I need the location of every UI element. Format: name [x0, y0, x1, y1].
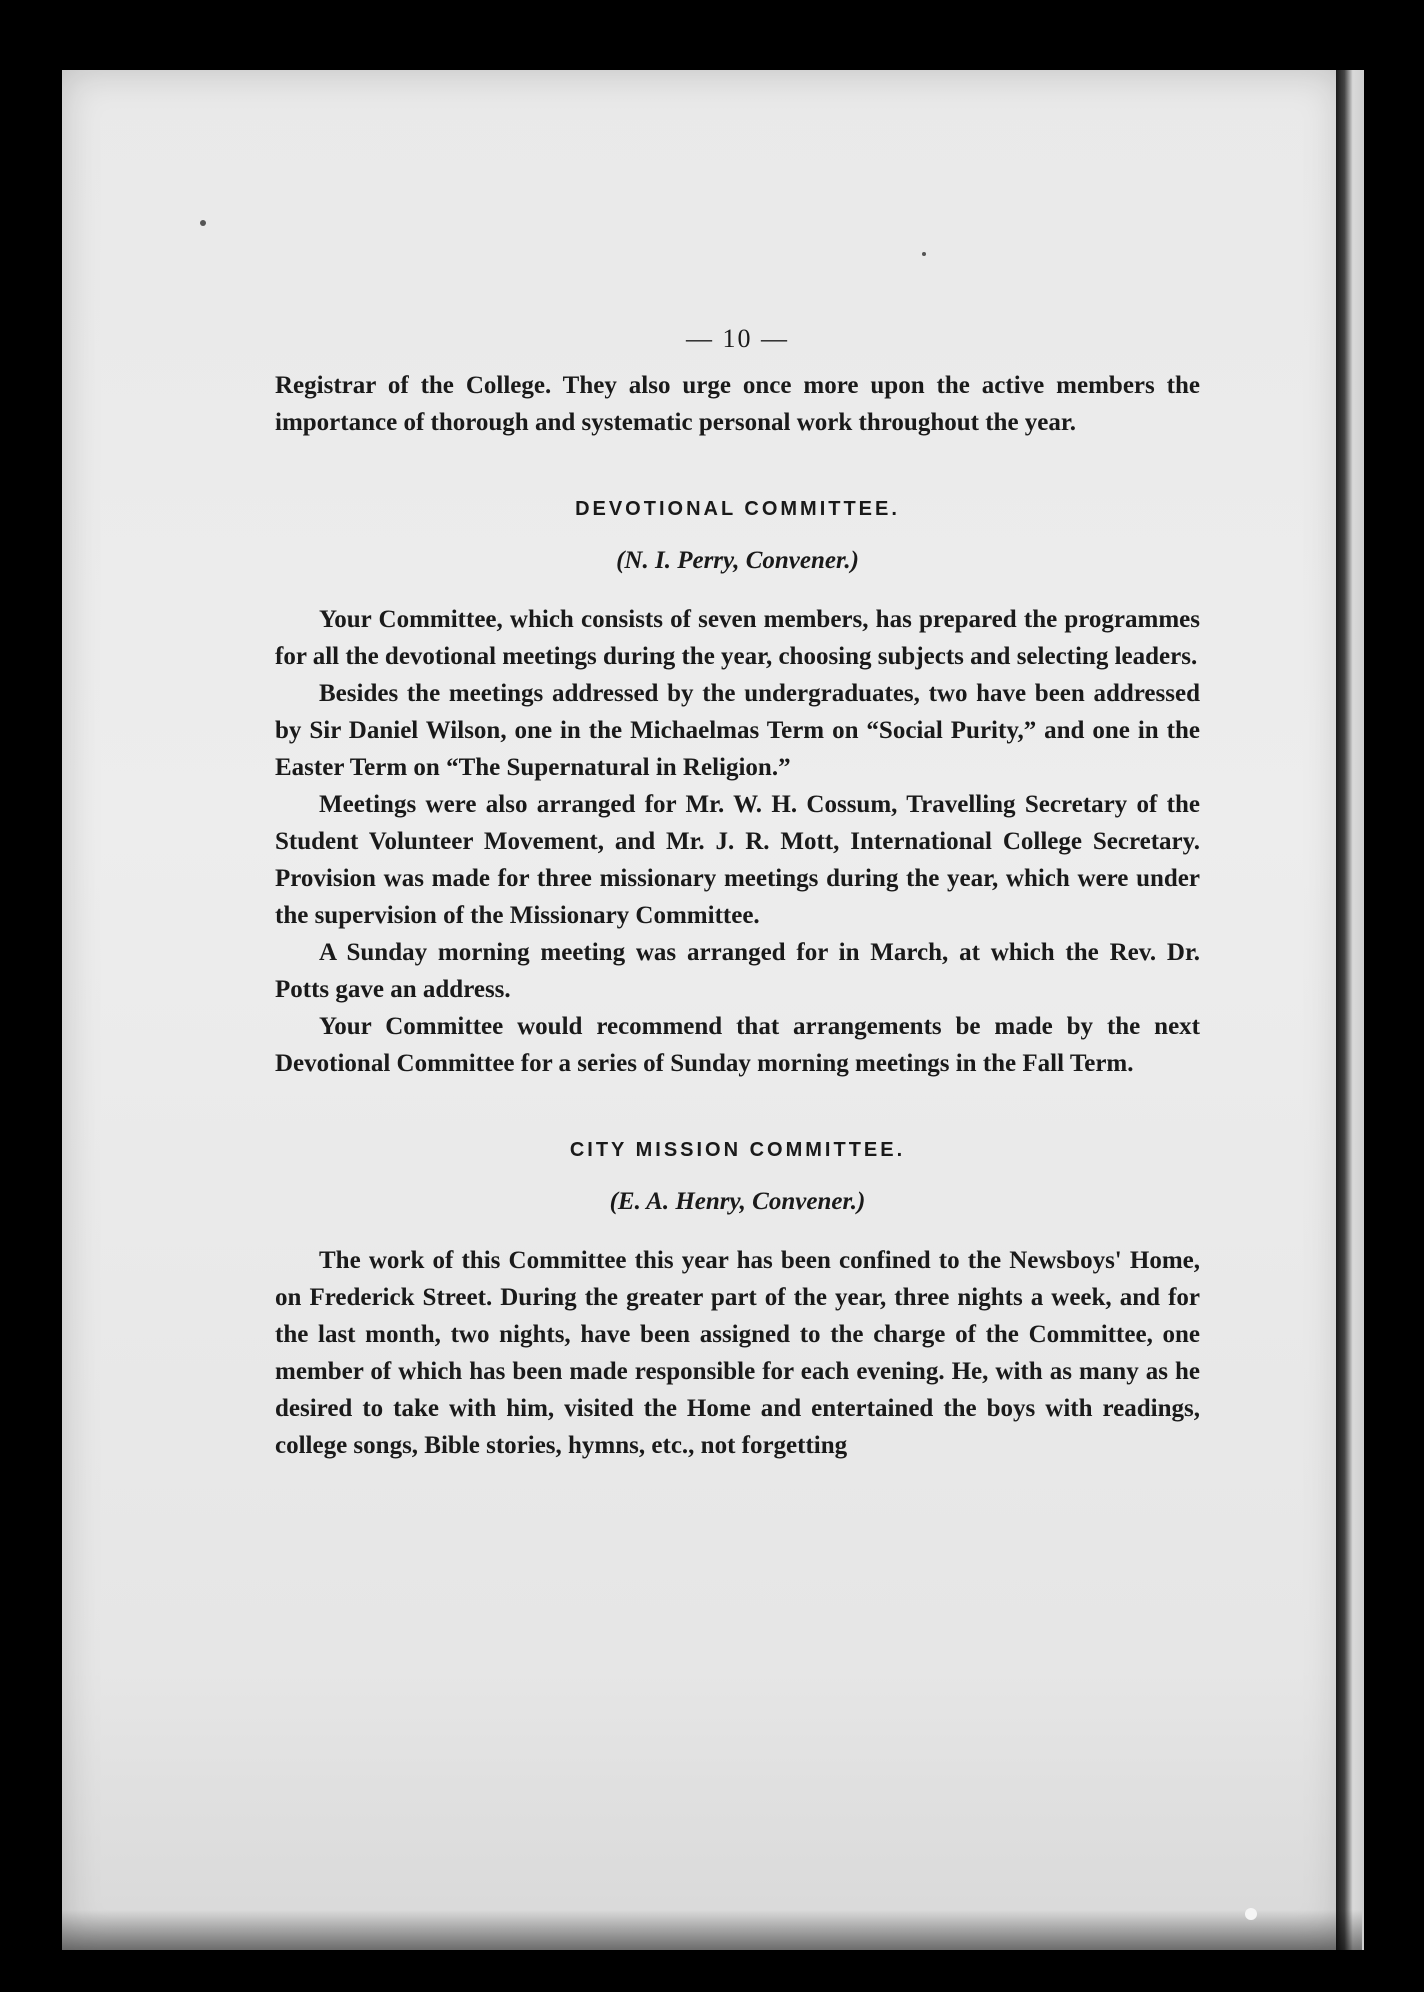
- page-content: [275, 320, 1200, 1464]
- devotional-paragraph: Meetings were also arranged for Mr. W. H. Cossum, Travelling Secretary of the Student Volunteer Movement, and Mr. J. R. Mott, International College Secretary. Provision was made for three missionary meetings during the year, which were under the supervision of the Missionary Committee.: [275, 791, 1200, 929]
- devotional-paragraph: A Sunday morning meeting was arranged for in March, at which the Rev. Dr. Potts gave an address.: [275, 939, 1200, 1003]
- intro-paragraph: Registrar of the College. They also urge once more upon the active members the importance of thorough and systematic personal work throughout the year.: [275, 372, 1200, 436]
- devotional-paragraph: Besides the meetings addressed by the undergraduates, two have been addressed by Sir Daniel Wilson, one in the Michaelmas Term on “Social Purity,” and one in the Easter Term on “The Supernatural in Religion.”: [275, 680, 1200, 781]
- city-mission-paragraph: The work of this Committee this year has been confined to the Newsboys' Home, on Frederick Street. During the greater part of the year, three nights a week, and for the last month, two nights, have been assigned to the charge of the Committee, one member of which has been made responsible for each evening. He, with as many as he desired to take with him, visited the Home and entertained the boys with readings, college songs, Bible stories, hymns, etc., not forgetting: [275, 1247, 1200, 1459]
- devotional-paragraph: Your Committee would recommend that arrangements be made by the next Devotional Committee for a series of Sunday morning meetings in the Fall Term.: [275, 1013, 1200, 1077]
- scan-speck: [200, 220, 206, 226]
- scan-speck: [1245, 1908, 1257, 1920]
- devotional-paragraph: Your Committee, which consists of seven members, has prepared the programmes for all the devotional meetings during the year, choosing subjects and selecting leaders.: [275, 606, 1200, 670]
- scan-speck: [922, 252, 926, 256]
- city-mission-heading: CITY MISSION COMMITTEE.: [569, 1139, 906, 1161]
- devotional-convener: (N. I. Perry, Convener.): [616, 547, 859, 574]
- devotional-heading: DEVOTIONAL COMMITTEE.: [575, 498, 900, 520]
- page-number: — 10 —: [686, 324, 789, 353]
- page-bottom-shadow: [62, 1910, 1362, 1950]
- city-mission-convener: (E. A. Henry, Convener.): [609, 1188, 866, 1215]
- page-edge: [1336, 70, 1364, 1950]
